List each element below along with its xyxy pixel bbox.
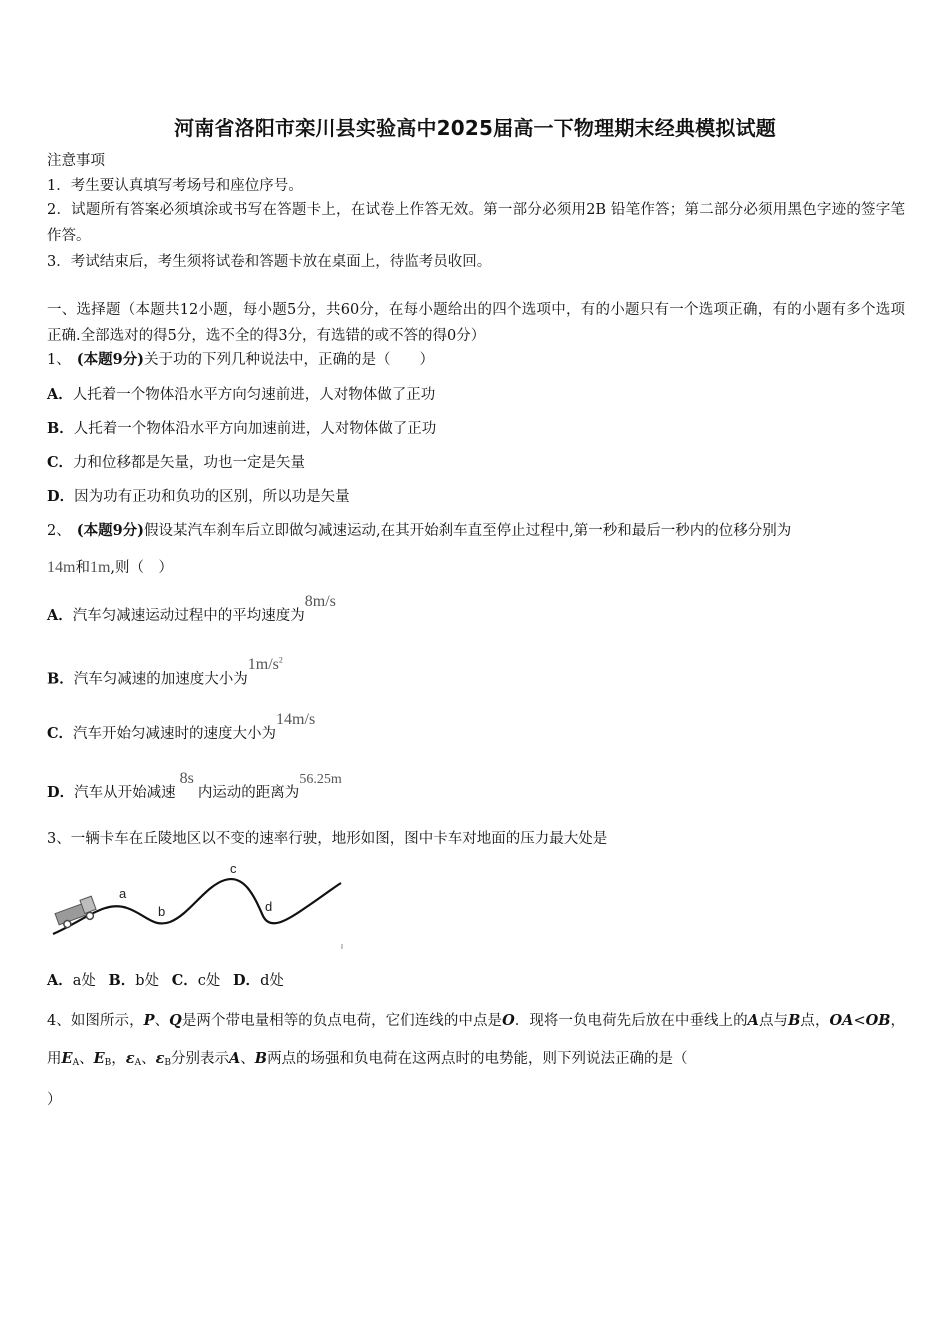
- option-letter: B．: [47, 670, 74, 688]
- q1-option-a: [47, 385, 435, 405]
- var-epsilon: ε: [155, 1050, 165, 1067]
- value-unit: 1m/s: [247, 656, 279, 674]
- option-letter: D．: [232, 972, 261, 989]
- var-q: Q: [169, 1012, 182, 1029]
- question-text-end: ,则（ ）: [110, 560, 174, 576]
- var-e: E: [93, 1050, 105, 1067]
- question-text: 关于功的下列几种说法中，正确的是（ ）: [144, 352, 435, 368]
- text: ．现将一负电荷先后放在中垂线上的: [514, 1013, 748, 1029]
- text: 两点的场强和负电荷在这两点时的电势能，则下列说法正确的是（: [267, 1051, 688, 1067]
- var-b: B: [254, 1050, 268, 1067]
- var-epsilon: ε: [125, 1050, 135, 1067]
- conjunction: 和: [75, 560, 90, 576]
- question-2-stem: [47, 521, 791, 541]
- text: 、: [79, 1051, 94, 1067]
- option-value: 14m/s: [276, 711, 316, 728]
- question-number: 3、: [47, 831, 71, 847]
- notice-item-3: 3．考试结束后，考生须将试卷和答题卡放在桌面上，待监考员收回。: [47, 254, 492, 270]
- value-14m: 14m: [47, 559, 76, 576]
- q1-option-b: [47, 419, 436, 439]
- q2-option-c: [47, 711, 316, 744]
- option-letter: A．: [47, 607, 73, 624]
- question-text: 一辆卡车在丘陵地区以不变的速率行驶，地形如图，图中卡车对地面的压力最大处是: [70, 831, 608, 847]
- option-value: 8m/s: [304, 593, 336, 610]
- var-e: E: [61, 1050, 73, 1067]
- text: 点与: [758, 1013, 789, 1029]
- question-4-stem: [47, 1002, 905, 1119]
- question-1-stem: [47, 350, 434, 370]
- notice-item-2: 2．试题所有答案必须填涂或书写在答题卡上，在试卷上作答无效。第一部分必须用2B 铅笔作答；第二部分必须用黑色字迹的签字笔作答。: [47, 202, 905, 244]
- text: 、: [154, 1013, 170, 1029]
- option-value-mid: 8s: [179, 770, 194, 787]
- question-3-stem: [47, 829, 607, 849]
- q1-option-d: [47, 487, 350, 507]
- question-number: 1、: [47, 352, 71, 368]
- option-letter: A．: [47, 386, 73, 403]
- var-b: B: [788, 1012, 801, 1029]
- option-letter: B．: [47, 420, 74, 437]
- option-text: 人托着一个物体沿水平方向匀速前进，人对物体做了正功: [72, 387, 436, 403]
- label-d: d: [265, 899, 273, 914]
- q1-option-c: [47, 453, 305, 473]
- question-2-stem-cont: [47, 558, 173, 578]
- text: 、: [141, 1051, 156, 1067]
- terrain-curve: [53, 879, 341, 934]
- question-text: 假设某汽车刹车后立即做匀减速运动,在其开始刹车直至停止过程中,第一秒和最后一秒内的位移分别为: [144, 523, 792, 539]
- option-value: [248, 656, 283, 673]
- q2-option-a: [47, 593, 336, 626]
- option-text: 人托着一个物体沿水平方向加速前进，人对物体做了正功: [73, 421, 437, 437]
- subscript: B: [164, 1058, 172, 1068]
- page-title: 河南省洛阳市栾川县实验高中2025届高一下物理期末经典模拟试题: [174, 116, 776, 140]
- notice-item-1: 1．考生要认真填写考场号和座位序号。: [47, 178, 303, 194]
- question-number: 2、: [47, 523, 71, 539]
- option-text: 因为功有正功和负功的区别，所以功是矢量: [74, 489, 350, 505]
- option-text: d处: [260, 973, 284, 989]
- option-letter: A．: [47, 972, 73, 989]
- option-letter: C．: [47, 725, 74, 742]
- notice-heading: 注意事项: [47, 153, 105, 169]
- question-number: 4、: [47, 1013, 71, 1029]
- text: ，: [111, 1051, 126, 1067]
- var-o: O: [502, 1012, 515, 1029]
- less-than: <: [853, 1013, 866, 1029]
- question-score: (本题9分): [76, 351, 145, 368]
- option-text-2: 内运动的距离为: [197, 785, 300, 801]
- option-letter: D．: [47, 784, 75, 801]
- var-a: A: [747, 1012, 759, 1029]
- option-letter: B．: [108, 972, 136, 989]
- var-oa: OA: [829, 1012, 854, 1029]
- terrain-diagram: [45, 858, 350, 953]
- value-1m: 1m: [89, 559, 111, 576]
- option-letter: C．: [171, 972, 198, 989]
- subscript: A: [134, 1058, 142, 1068]
- q2-option-d: [47, 770, 342, 804]
- option-text: 汽车匀减速的加速度大小为: [73, 671, 248, 688]
- text: ）: [47, 1092, 62, 1108]
- option-text: 汽车从开始减速: [74, 785, 176, 801]
- option-text: a处: [72, 973, 96, 989]
- text: 是两个带电量相等的负点电荷，它们连线的中点是: [181, 1013, 503, 1029]
- text: ，用: [47, 1013, 906, 1067]
- label-b: b: [158, 904, 166, 919]
- text: 点，: [800, 1013, 830, 1029]
- option-text: 汽车开始匀减速时的速度大小为: [73, 726, 277, 742]
- label-a: a: [119, 886, 127, 901]
- terrain-figure: [45, 858, 350, 953]
- option-value: 56.25m: [299, 772, 342, 787]
- var-ob: OB: [865, 1012, 891, 1029]
- subscript: B: [104, 1058, 112, 1068]
- option-text: 力和位移都是矢量，功也一定是矢量: [73, 455, 306, 471]
- option-letter: C．: [47, 454, 74, 471]
- q3-options: [47, 971, 284, 991]
- subscript: A: [72, 1058, 80, 1068]
- section-heading: 一、选择题（本题共12小题，每小题5分，共60分，在每小题给出的四个选项中，有的小题只有一个选项正确，有的小题有多个选项正确.全部选对的得5分，选不全的得3分，有选错的或不答的得0分）: [47, 302, 905, 344]
- q2-option-b: [47, 656, 283, 689]
- option-text: c处: [197, 973, 221, 989]
- option-letter: D．: [47, 488, 75, 505]
- var-a: A: [229, 1050, 241, 1067]
- question-score: (本题9分): [76, 522, 145, 539]
- option-text: b处: [135, 973, 160, 989]
- value-superscript: 2: [278, 656, 283, 665]
- option-text: 汽车匀减速运动过程中的平均速度为: [72, 608, 305, 624]
- label-c: c: [230, 861, 237, 876]
- text: 、: [240, 1051, 255, 1067]
- truck-icon: [54, 896, 99, 930]
- text: 分别表示: [171, 1051, 230, 1067]
- var-p: P: [143, 1012, 155, 1029]
- text: 如图所示，: [70, 1013, 144, 1029]
